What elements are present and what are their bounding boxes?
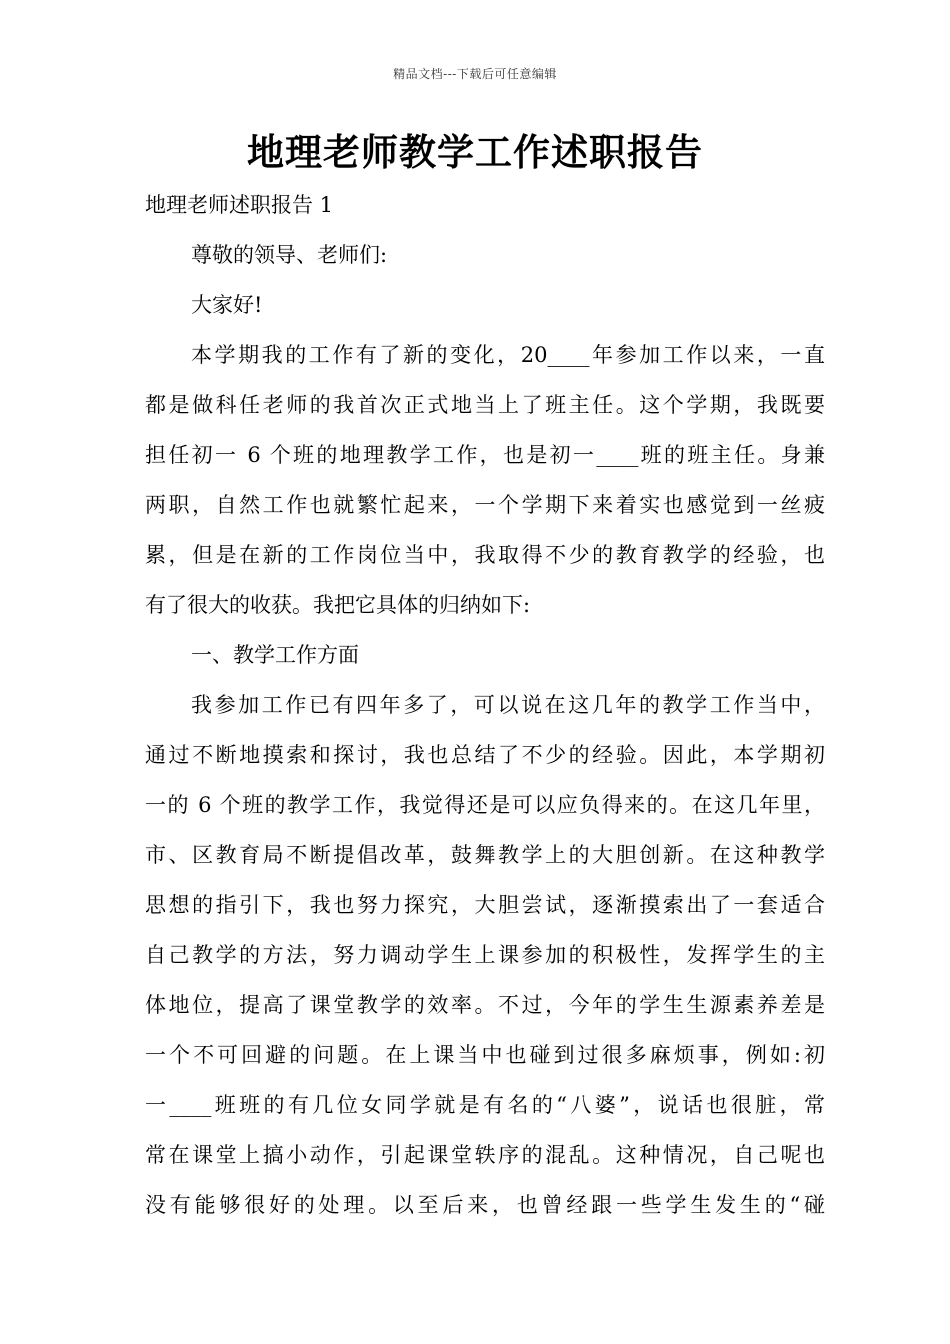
paragraph-line: 累，但是在新的工作岗位当中，我取得不少的教育教学的经验，也 [145, 543, 825, 567]
paragraph-line: 本学期我的工作有了新的变化，20____年参加工作以来，一直 [191, 343, 825, 367]
paragraph-line: 有了很大的收获。我把它具体的归纳如下: [145, 593, 531, 617]
section-heading-report-1: 地理老师述职报告 1 [145, 193, 334, 217]
document-title: 地理老师教学工作述职报告 [247, 130, 703, 174]
header-note: 精品文档---下载后可任意编辑 [393, 67, 557, 81]
greeting: 大家好! [191, 293, 263, 317]
paragraph-line: 自己教学的方法，努力调动学生上课参加的积极性，发挥学生的主 [145, 943, 825, 967]
section-heading-teaching: 一、教学工作方面 [191, 643, 359, 667]
paragraph-line: 没有能够很好的处理。以至后来，也曾经跟一些学生发生的“碰 [145, 1193, 825, 1217]
document-body [145, 180, 825, 1230]
paragraph-line: 一的 6 个班的教学工作，我觉得还是可以应负得来的。在这几年里， [145, 793, 825, 817]
paragraph-line: 一个不可回避的问题。在上课当中也碰到过很多麻烦事，例如:初 [145, 1043, 825, 1067]
paragraph-line: 一____班班的有几位女同学就是有名的“八婆”，说话也很脏，常 [145, 1093, 825, 1117]
paragraph-line: 两职，自然工作也就繁忙起来，一个学期下来着实也感觉到一丝疲 [145, 493, 825, 517]
paragraph-line: 常在课堂上搞小动作，引起课堂轶序的混乱。这种情况，自己呢也 [145, 1143, 825, 1167]
paragraph-line: 担任初一 6 个班的地理教学工作，也是初一____班的班主任。身兼 [145, 443, 825, 467]
paragraph-line: 通过不断地摸索和探讨，我也总结了不少的经验。因此，本学期初 [145, 743, 825, 767]
paragraph-line: 思想的指引下，我也努力探究，大胆尝试，逐渐摸索出了一套适合 [145, 893, 825, 917]
paragraph-line: 我参加工作已有四年多了，可以说在这几年的教学工作当中， [191, 693, 825, 717]
paragraph-line: 都是做科任老师的我首次正式地当上了班主任。这个学期，我既要 [145, 393, 825, 417]
paragraph-line: 市、区教育局不断提倡改革，鼓舞教学上的大胆创新。在这种教学 [145, 843, 825, 867]
paragraph-line: 体地位，提高了课堂教学的效率。不过，今年的学生生源素养差是 [145, 993, 825, 1017]
salutation: 尊敬的领导、老师们: [191, 243, 388, 267]
